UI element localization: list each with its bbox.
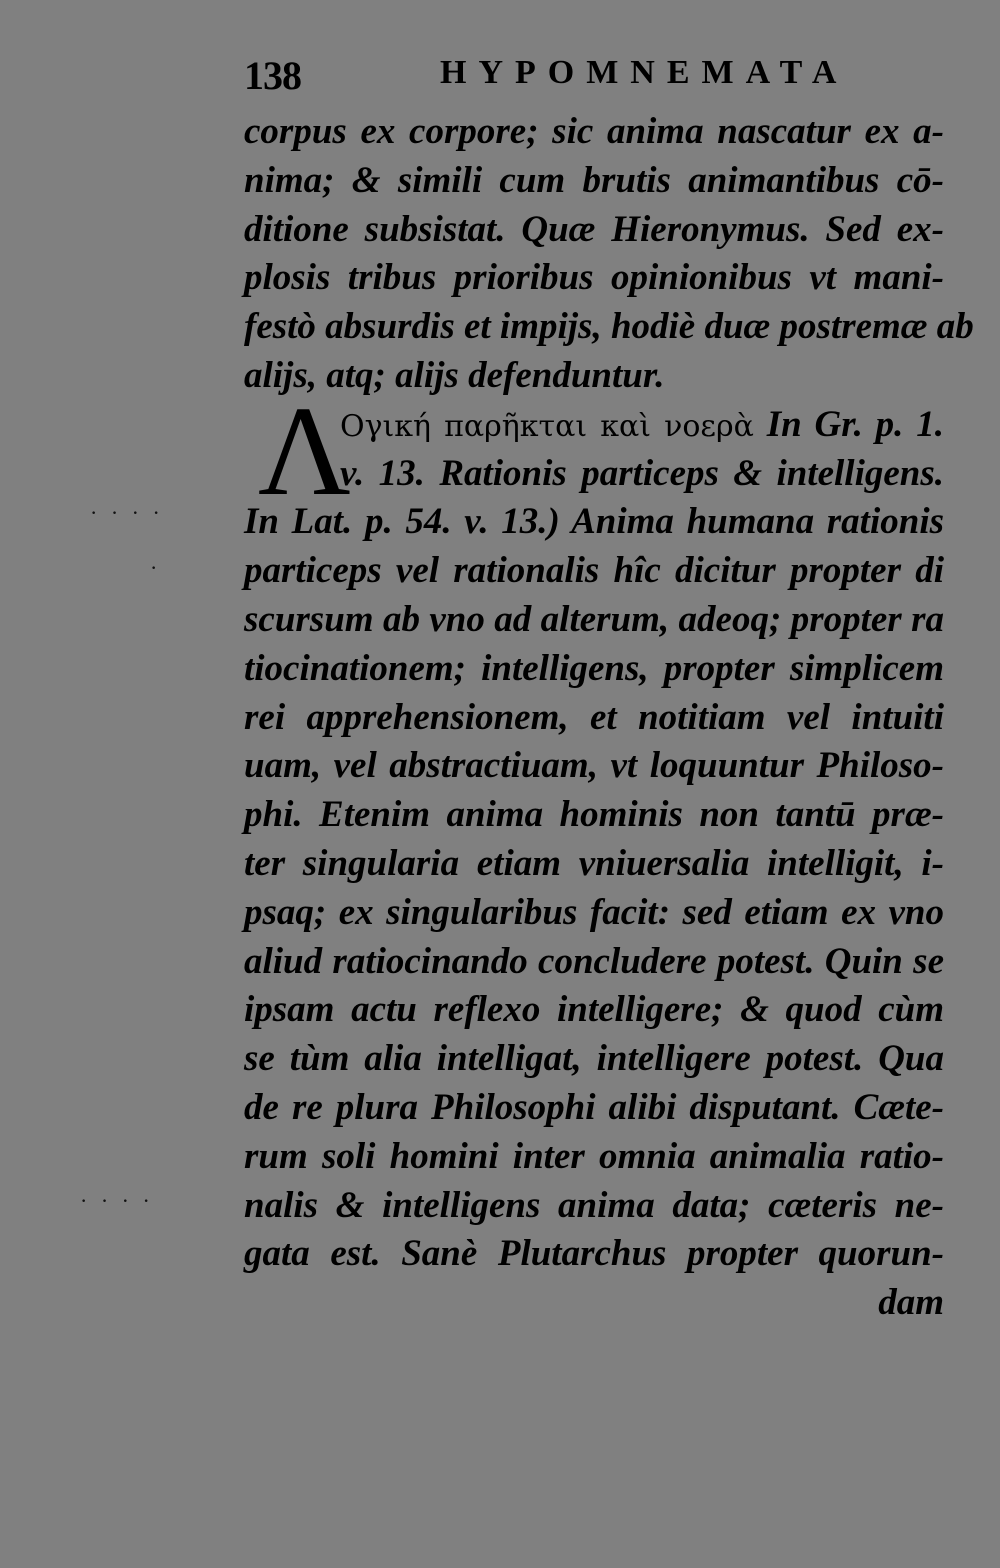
- text-line: ter singularia etiam vniuersalia intelligit, i-: [244, 842, 944, 884]
- text-line: uam, vel abstractiuam, vt loquuntur Philoso-: [244, 745, 944, 787]
- text-line: nalis & intelligens anima data; cæteris ne-: [244, 1184, 944, 1226]
- text-line: rum soli homini inter omnia animalia ratio-: [244, 1135, 944, 1177]
- text-block: [244, 108, 974, 1328]
- text-line: v. 13. Rationis particeps & intelligens.: [340, 452, 944, 494]
- text-line: festò absurdis et impijs, hodiè duæ postremæ ab: [244, 306, 974, 348]
- text-line: nima; & simili cum brutis animantibus cō-: [244, 159, 944, 201]
- text-line: scursum ab vno ad alterum, adeoq; propter ra: [244, 598, 944, 640]
- margin-specks: · · · ·: [80, 1188, 154, 1213]
- text-line: alijs, atq; alijs defenduntur.: [244, 354, 665, 396]
- drop-cap: Λ: [258, 379, 351, 522]
- text-line: phi. Etenim anima hominis non tantū præ-: [244, 794, 944, 836]
- paragraph-2-body: [244, 498, 944, 1279]
- page-header: [244, 52, 944, 96]
- running-head: HYPOMNEMATA: [440, 54, 849, 91]
- text-line: psaq; ex singularibus facit: sed etiam ex vno: [244, 891, 944, 933]
- page-number: 138: [244, 53, 301, 98]
- text-line: de re plura Philosophi alibi disputant. Cæte-: [244, 1086, 944, 1128]
- text-line: plosis tribus prioribus opinionibus vt mani-: [244, 257, 944, 299]
- greek-lemma: Ογική παρῆκται καὶ νοερὰ: [340, 408, 754, 444]
- text-line: se tùm alia intelligat, intelligere potest. Qua: [244, 1038, 944, 1080]
- catchword: dam: [878, 1282, 944, 1324]
- text-line: aliud ratiocinando concludere potest. Quin se: [244, 940, 944, 982]
- text-line: gata est. Sanè Plutarchus propter quorun-: [244, 1233, 944, 1275]
- text-line: rei apprehensionem, et notitiam vel intuiti: [244, 696, 944, 738]
- text-line: In Lat. p. 54. v. 13.) Anima humana rationis: [244, 501, 944, 543]
- margin-specks: ·: [150, 555, 162, 580]
- text-line: particeps vel rationalis hîc dicitur propter di: [244, 550, 944, 592]
- text-line: tiocinationem; intelligens, propter simplicem: [244, 647, 944, 689]
- text-line: ditione subsistat. Quæ Hieronymus. Sed ex-: [244, 208, 944, 250]
- text-line: ipsam actu reflexo intelligere; & quod cùm: [244, 989, 944, 1031]
- greek-reference: In Gr. p. 1.: [766, 403, 944, 445]
- paragraph-2: [244, 379, 944, 1328]
- margin-specks: · · · ·: [90, 500, 164, 525]
- text-line: corpus ex corpore; sic anima nascatur ex a-: [244, 111, 944, 152]
- paragraph-1: [244, 108, 974, 401]
